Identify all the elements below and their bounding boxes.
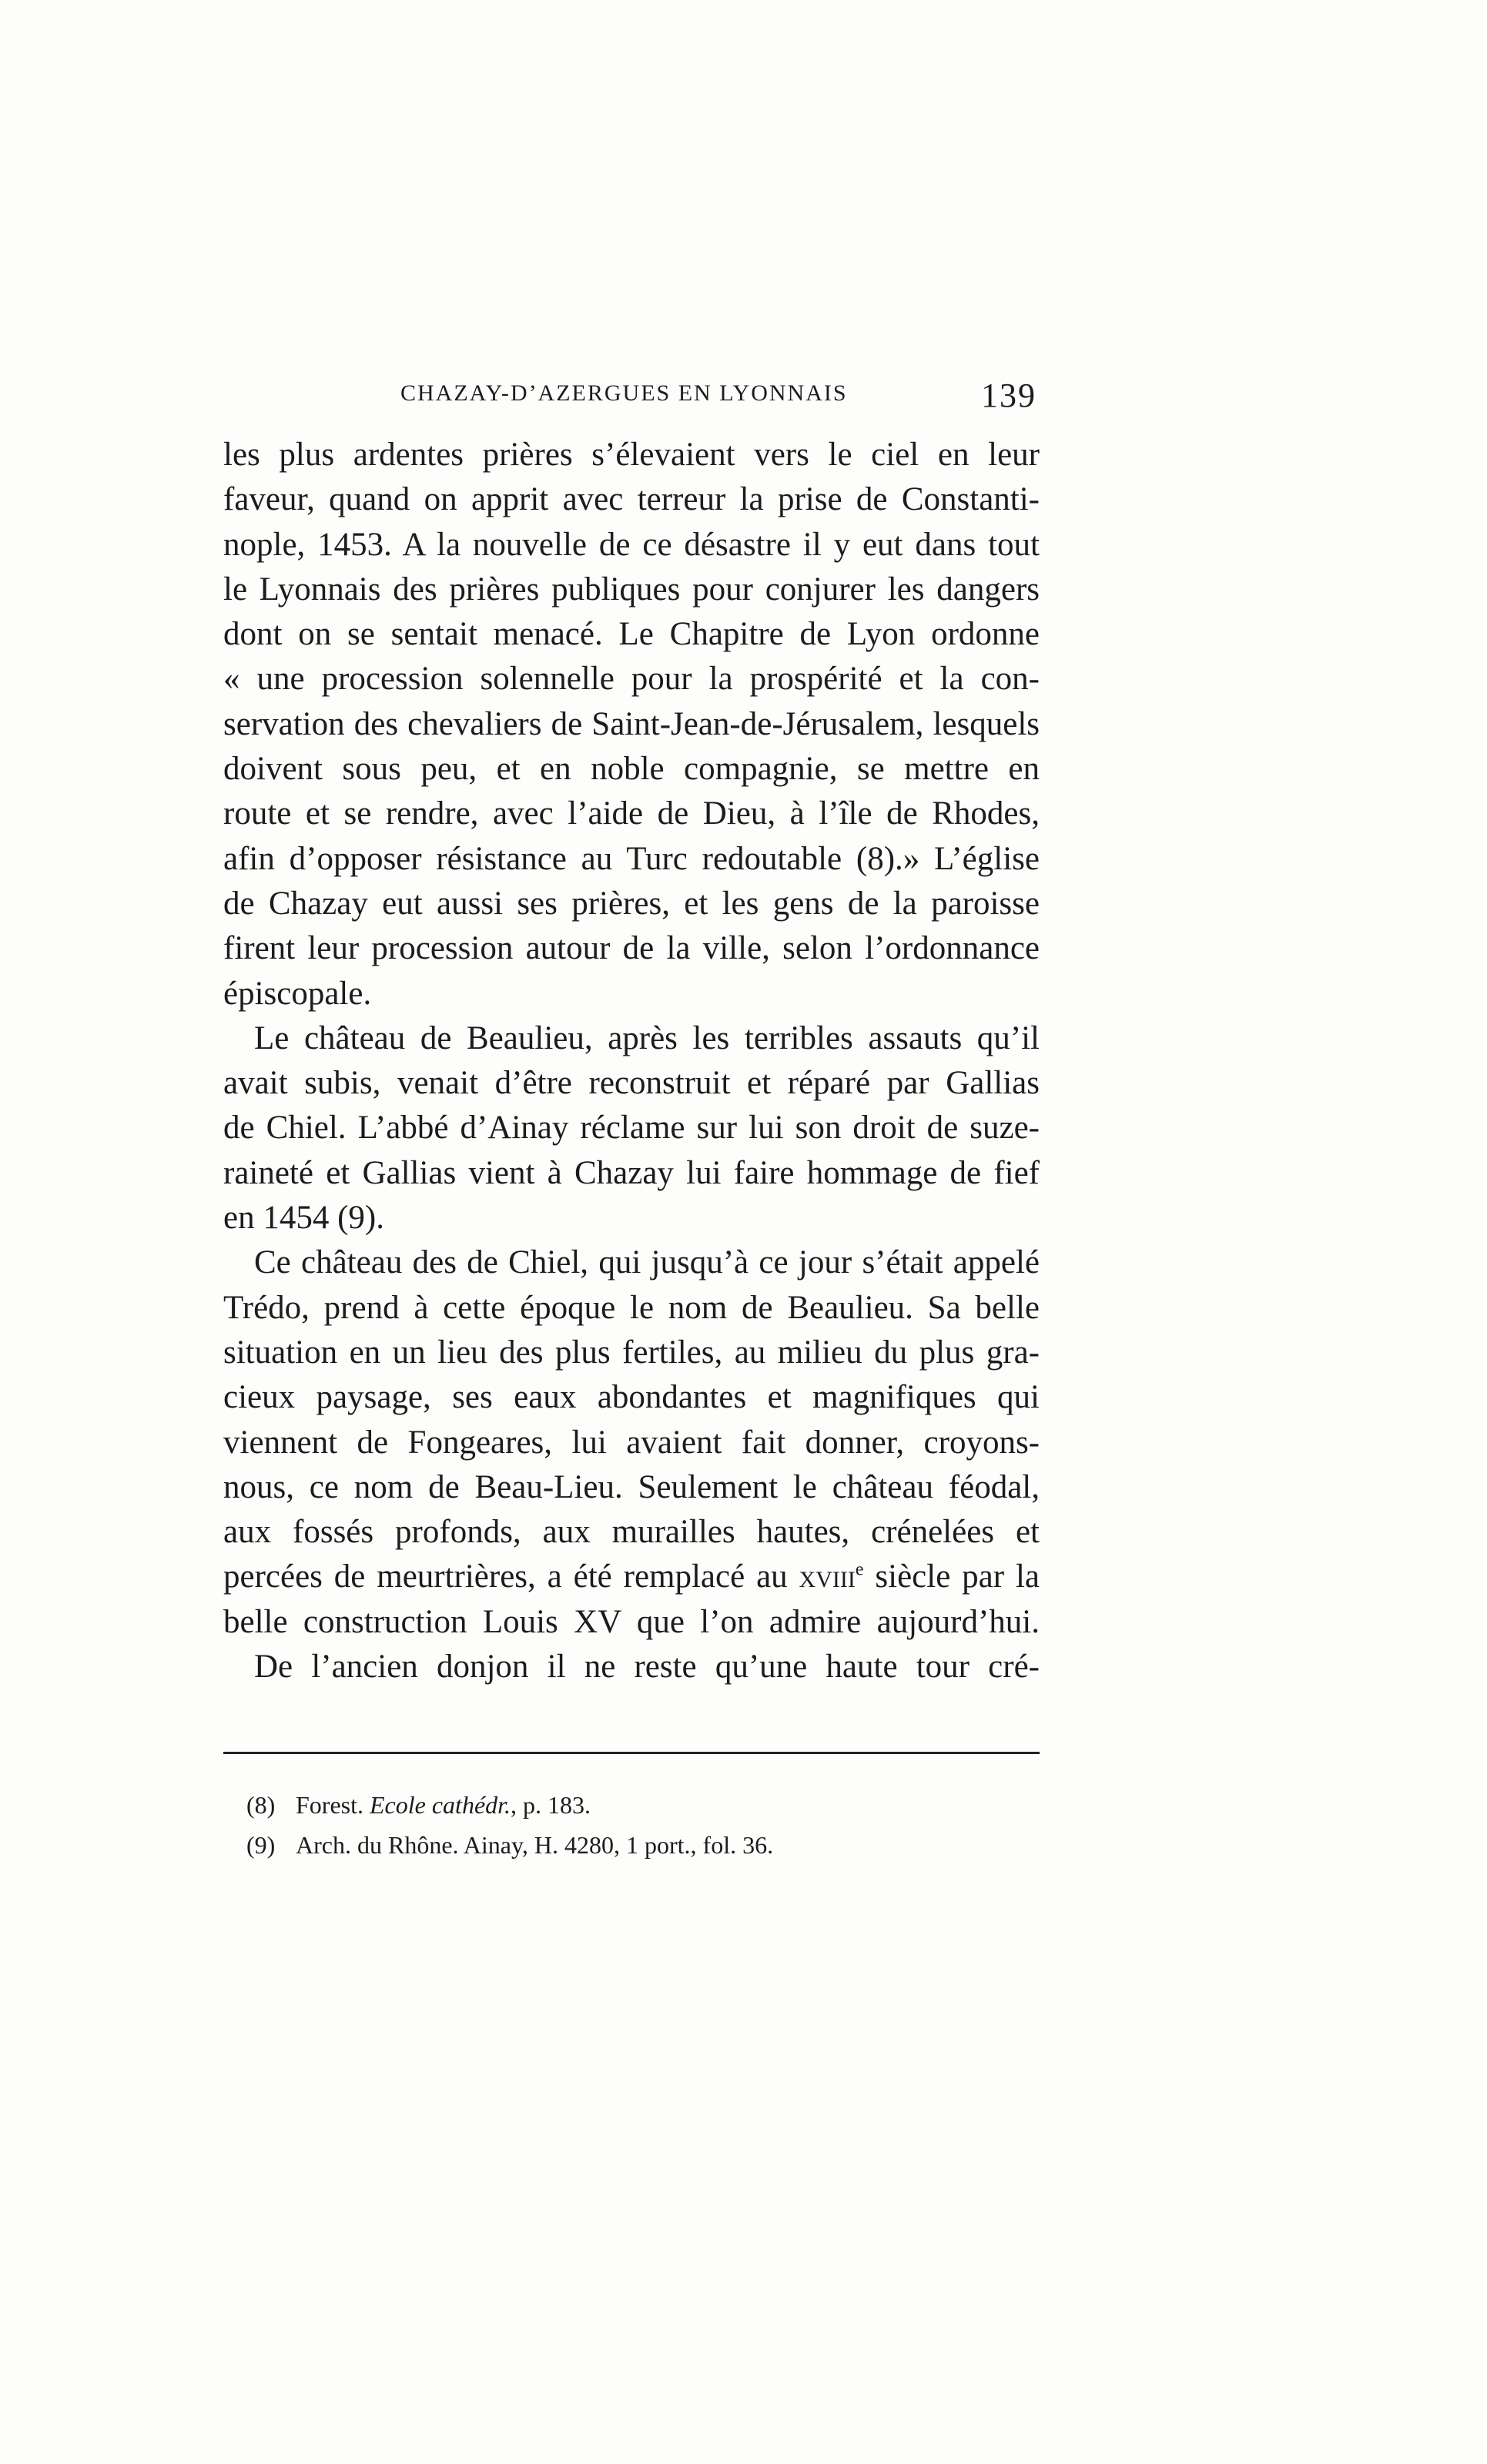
text-line: en 1454 (9). (223, 1200, 384, 1237)
text-line: de Chiel. L’abbé d’Ainay réclame sur lui son droit de suze- (223, 1110, 1040, 1147)
text-line: viennent de Fongeares, lui avaient fait donner, croyons- (223, 1424, 1040, 1461)
text-line: route et se rendre, avec l’aide de Dieu, à l’île de Rhodes, (223, 795, 1040, 832)
running-title: CHAZAY-D’AZERGUES EN LYONNAIS (400, 380, 848, 406)
text-line: raineté et Gallias vient à Chazay lui faire hommage de fief (223, 1154, 1040, 1191)
footnote-8 (246, 1785, 1040, 1825)
text-line: avait subis, venait d’être reconstruit et réparé par Gallias (223, 1065, 1040, 1102)
text-line: cieux paysage, ses eaux abondantes et magnifiques qui (223, 1379, 1040, 1416)
text-line: afin d’opposer résistance au Turc redoutable (8).» L’église (223, 840, 1040, 877)
text-line: « une procession solennelle pour la prospérité et la con- (223, 661, 1040, 698)
text-line: servation des chevaliers de Saint-Jean-de-Jérusalem, lesquels (223, 705, 1040, 742)
text-line: le Lyonnais des prières publiques pour conjurer les dangers (223, 571, 1040, 608)
text-line: Trédo, prend à cette époque le nom de Beaulieu. Sa belle (223, 1289, 1040, 1326)
text-line-end: siècle par la (863, 1558, 1040, 1595)
text-line: dont on se sentait menacé. Le Chapitre de Lyon ordonne (223, 616, 1040, 653)
running-header (223, 376, 1040, 422)
text-line: faveur, quand on apprit avec terreur la prise de Constanti- (223, 481, 1040, 518)
text-line: aux fossés profonds, aux murailles hautes, crénelées et (223, 1514, 1040, 1551)
page-number: 139 (981, 377, 1037, 414)
text-line: doivent sous peu, et en noble compagnie, se mettre en (223, 751, 1040, 788)
text-line: Le château de Beaulieu, après les terribles assauts qu’il (254, 1019, 1040, 1056)
text-line: les plus ardentes prières s’élevaient vers le ciel en leur (223, 437, 1040, 473)
body-text (223, 433, 1040, 1689)
text-line: belle construction Louis XV que l’on admire aujourd’hui. (223, 1603, 1040, 1640)
footnote-number: (8) (246, 1791, 276, 1819)
footnote-text: Arch. du Rhône. Ainay, H. 4280, 1 port., fol. 36. (296, 1831, 774, 1859)
text-line: nople, 1453. A la nouvelle de ce désastre il y eut dans tout (223, 526, 1040, 563)
text-line-start: percées de meurtrières, a été remplacé au (223, 1558, 799, 1595)
footnote-text-end: , p. 183. (511, 1791, 591, 1819)
text-line: nous, ce nom de Beau-Lieu. Seulement le château féodal, (223, 1468, 1040, 1505)
footnote-italic-title: Ecole cathédr. (370, 1791, 511, 1819)
footnote-9 (246, 1825, 1040, 1865)
text-line: firent leur procession autour de la ville, selon l’ordonnance (223, 930, 1040, 967)
century-suffix: e (855, 1560, 864, 1581)
century-numeral: xviii (799, 1558, 856, 1595)
footnotes (246, 1785, 1040, 1865)
text-line: De l’ancien donjon il ne reste qu’une haute tour cré- (254, 1649, 1040, 1686)
text-line: Ce château des de Chiel, qui jusqu’à ce jour s’était appelé (254, 1244, 1040, 1281)
footnote-divider (223, 1752, 1040, 1754)
text-line-century (223, 1555, 1040, 1599)
text-line: épiscopale. (223, 975, 372, 1012)
text-line: situation en un lieu des plus fertiles, au milieu du plus gra- (223, 1334, 1040, 1371)
footnote-number: (9) (246, 1831, 276, 1859)
text-line: de Chazay eut aussi ses prières, et les gens de la paroisse (223, 885, 1040, 922)
footnote-text: Forest. (296, 1791, 370, 1819)
